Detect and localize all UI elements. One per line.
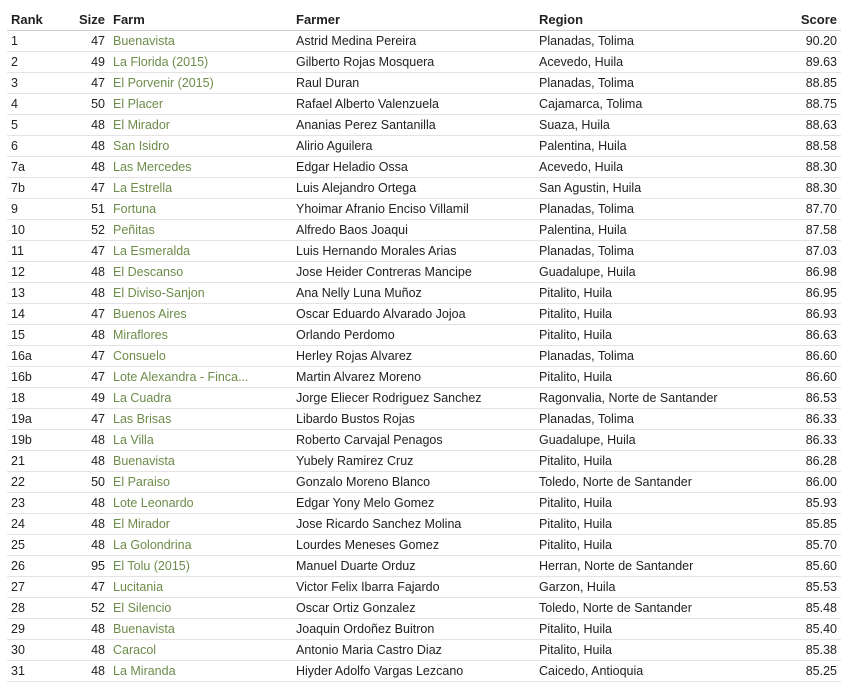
size-cell: 47 — [57, 409, 109, 430]
farmer-cell: Raul Duran — [292, 73, 535, 94]
region-cell: Pitalito, Huila — [535, 451, 758, 472]
farmer-cell: Victor Felix Ibarra Fajardo — [292, 577, 535, 598]
score-column-header: Score — [758, 9, 841, 31]
farm-cell — [109, 640, 292, 661]
farm-link[interactable]: Las Brisas — [113, 412, 172, 426]
score-cell: 85.38 — [758, 640, 841, 661]
table-row — [7, 199, 841, 220]
farmer-cell: Libardo Bustos Rojas — [292, 409, 535, 430]
size-cell: 51 — [57, 199, 109, 220]
size-cell: 48 — [57, 115, 109, 136]
size-cell: 50 — [57, 94, 109, 115]
region-cell: Pitalito, Huila — [535, 640, 758, 661]
farmer-cell: Luis Alejandro Ortega — [292, 178, 535, 199]
header-row — [7, 9, 841, 31]
farm-cell — [109, 577, 292, 598]
rank-cell: 12 — [7, 262, 57, 283]
score-cell: 86.28 — [758, 451, 841, 472]
farm-link[interactable]: Lote Alexandra - Finca... — [113, 370, 249, 384]
farm-link[interactable]: Lucitania — [113, 580, 164, 594]
score-cell: 90.20 — [758, 31, 841, 52]
size-cell: 47 — [57, 31, 109, 52]
farm-cell — [109, 493, 292, 514]
farm-link[interactable]: El Porvenir (2015) — [113, 76, 214, 90]
farm-link[interactable]: San Isidro — [113, 139, 170, 153]
region-cell: Planadas, Tolima — [535, 199, 758, 220]
farm-cell — [109, 535, 292, 556]
rank-column-header: Rank — [7, 9, 57, 31]
region-cell: Pitalito, Huila — [535, 493, 758, 514]
farm-link[interactable]: El Tolu (2015) — [113, 559, 190, 573]
size-cell: 47 — [57, 73, 109, 94]
score-cell: 86.63 — [758, 325, 841, 346]
size-cell: 47 — [57, 304, 109, 325]
size-cell: 49 — [57, 388, 109, 409]
rank-cell: 4 — [7, 94, 57, 115]
region-cell: Caicedo, Antioquia — [535, 661, 758, 682]
score-cell: 88.30 — [758, 157, 841, 178]
size-cell: 48 — [57, 640, 109, 661]
table-row — [7, 31, 841, 52]
farm-cell — [109, 661, 292, 682]
rank-cell: 2 — [7, 52, 57, 73]
score-cell: 88.85 — [758, 73, 841, 94]
farm-cell — [109, 367, 292, 388]
table-row — [7, 535, 841, 556]
size-cell: 47 — [57, 577, 109, 598]
farm-link[interactable]: La Golondrina — [113, 538, 192, 552]
farm-link[interactable]: Peñitas — [113, 223, 155, 237]
farmer-cell: Astrid Medina Pereira — [292, 31, 535, 52]
farmer-cell: Orlando Perdomo — [292, 325, 535, 346]
region-cell: Guadalupe, Huila — [535, 262, 758, 283]
size-cell: 48 — [57, 157, 109, 178]
region-cell: Pitalito, Huila — [535, 514, 758, 535]
farmer-cell: Oscar Eduardo Alvarado Jojoa — [292, 304, 535, 325]
farm-link[interactable]: Lote Leonardo — [113, 496, 194, 510]
region-cell: Planadas, Tolima — [535, 73, 758, 94]
score-cell: 88.30 — [758, 178, 841, 199]
farm-link[interactable]: El Paraiso — [113, 475, 170, 489]
score-cell: 86.33 — [758, 409, 841, 430]
farm-cell — [109, 241, 292, 262]
farm-link[interactable]: Caracol — [113, 643, 157, 657]
size-cell: 48 — [57, 283, 109, 304]
region-cell: Pitalito, Huila — [535, 325, 758, 346]
region-cell: Palentina, Huila — [535, 220, 758, 241]
rank-cell: 9 — [7, 199, 57, 220]
table-row — [7, 283, 841, 304]
table-row — [7, 661, 841, 682]
score-cell: 87.58 — [758, 220, 841, 241]
farm-link[interactable]: El Silencio — [113, 601, 172, 615]
score-cell: 85.53 — [758, 577, 841, 598]
farmer-cell: Lourdes Meneses Gomez — [292, 535, 535, 556]
region-cell: Pitalito, Huila — [535, 304, 758, 325]
size-column-header: Size — [57, 9, 109, 31]
size-cell: 48 — [57, 535, 109, 556]
table-row — [7, 241, 841, 262]
farmer-cell: Alfredo Baos Joaqui — [292, 220, 535, 241]
farmer-cell: Oscar Ortiz Gonzalez — [292, 598, 535, 619]
farm-cell — [109, 115, 292, 136]
farmer-cell: Joaquin Ordoñez Buitron — [292, 619, 535, 640]
score-cell: 86.98 — [758, 262, 841, 283]
farm-link[interactable]: La Esmeralda — [113, 244, 191, 258]
farmer-cell: Jose Heider Contreras Mancipe — [292, 262, 535, 283]
farm-cell — [109, 346, 292, 367]
region-cell: Acevedo, Huila — [535, 52, 758, 73]
farm-link[interactable]: El Descanso — [113, 265, 184, 279]
farmer-cell: Manuel Duarte Orduz — [292, 556, 535, 577]
score-cell: 88.58 — [758, 136, 841, 157]
farmer-cell: Roberto Carvajal Penagos — [292, 430, 535, 451]
farm-link[interactable]: La Miranda — [113, 664, 176, 678]
farmer-cell: Jose Ricardo Sanchez Molina — [292, 514, 535, 535]
farm-cell — [109, 52, 292, 73]
table-row — [7, 430, 841, 451]
farmer-cell: Ana Nelly Luna Muñoz — [292, 283, 535, 304]
farm-cell — [109, 451, 292, 472]
rank-cell: 7b — [7, 178, 57, 199]
rank-cell: 10 — [7, 220, 57, 241]
rank-cell: 1 — [7, 31, 57, 52]
rank-cell: 7a — [7, 157, 57, 178]
score-cell: 87.70 — [758, 199, 841, 220]
table-row — [7, 262, 841, 283]
farm-cell — [109, 430, 292, 451]
table-row — [7, 73, 841, 94]
rank-cell: 13 — [7, 283, 57, 304]
farm-link[interactable]: El Mirador — [113, 517, 170, 531]
farm-cell — [109, 73, 292, 94]
rank-cell: 15 — [7, 325, 57, 346]
farm-link[interactable]: La Estrella — [113, 181, 173, 195]
farm-link[interactable]: Buenavista — [113, 34, 175, 48]
farmer-cell: Antonio Maria Castro Diaz — [292, 640, 535, 661]
table-header — [7, 9, 841, 31]
farm-link[interactable]: El Diviso-Sanjon — [113, 286, 205, 300]
farm-link[interactable]: Buenos Aires — [113, 307, 187, 321]
rank-cell: 24 — [7, 514, 57, 535]
size-cell: 48 — [57, 619, 109, 640]
table-row — [7, 493, 841, 514]
table-row — [7, 325, 841, 346]
region-cell: Guadalupe, Huila — [535, 430, 758, 451]
rank-cell: 23 — [7, 493, 57, 514]
farm-cell — [109, 619, 292, 640]
region-cell: San Agustin, Huila — [535, 178, 758, 199]
region-cell: Cajamarca, Tolima — [535, 94, 758, 115]
farmer-cell: Gilberto Rojas Mosquera — [292, 52, 535, 73]
rank-cell: 19b — [7, 430, 57, 451]
table-row — [7, 115, 841, 136]
rank-cell: 19a — [7, 409, 57, 430]
region-cell: Palentina, Huila — [535, 136, 758, 157]
farm-cell — [109, 388, 292, 409]
farmer-cell: Luis Hernando Morales Arias — [292, 241, 535, 262]
score-cell: 86.33 — [758, 430, 841, 451]
farmer-cell: Edgar Yony Melo Gomez — [292, 493, 535, 514]
size-cell: 48 — [57, 262, 109, 283]
table-row — [7, 346, 841, 367]
score-cell: 86.93 — [758, 304, 841, 325]
region-cell: Acevedo, Huila — [535, 157, 758, 178]
rank-cell: 16a — [7, 346, 57, 367]
results-table — [7, 9, 841, 682]
score-cell: 85.40 — [758, 619, 841, 640]
size-cell: 47 — [57, 367, 109, 388]
score-cell: 85.25 — [758, 661, 841, 682]
farm-cell — [109, 283, 292, 304]
rank-cell: 14 — [7, 304, 57, 325]
farm-cell — [109, 556, 292, 577]
rank-cell: 26 — [7, 556, 57, 577]
rank-cell: 21 — [7, 451, 57, 472]
farm-cell — [109, 178, 292, 199]
farm-link[interactable]: La Villa — [113, 433, 154, 447]
table-row — [7, 136, 841, 157]
rank-cell: 30 — [7, 640, 57, 661]
rank-cell: 18 — [7, 388, 57, 409]
farm-cell — [109, 199, 292, 220]
rank-cell: 6 — [7, 136, 57, 157]
farm-cell — [109, 472, 292, 493]
table-row — [7, 178, 841, 199]
region-cell: Ragonvalia, Norte de Santander — [535, 388, 758, 409]
rank-cell: 25 — [7, 535, 57, 556]
rank-cell: 11 — [7, 241, 57, 262]
table-row — [7, 556, 841, 577]
score-cell: 88.75 — [758, 94, 841, 115]
farm-link[interactable]: Miraflores — [113, 328, 168, 342]
table-row — [7, 388, 841, 409]
score-cell: 86.00 — [758, 472, 841, 493]
size-cell: 48 — [57, 493, 109, 514]
farm-link[interactable]: El Placer — [113, 97, 164, 111]
farm-cell — [109, 157, 292, 178]
region-cell: Planadas, Tolima — [535, 241, 758, 262]
score-cell: 88.63 — [758, 115, 841, 136]
farmer-cell: Ananias Perez Santanilla — [292, 115, 535, 136]
farm-link[interactable]: Consuelo — [113, 349, 166, 363]
region-cell: Planadas, Tolima — [535, 346, 758, 367]
table-row — [7, 304, 841, 325]
region-cell: Pitalito, Huila — [535, 367, 758, 388]
farmer-column-header: Farmer — [292, 9, 535, 31]
farm-cell — [109, 409, 292, 430]
region-cell: Toledo, Norte de Santander — [535, 598, 758, 619]
table-row — [7, 220, 841, 241]
region-cell: Pitalito, Huila — [535, 283, 758, 304]
region-cell: Pitalito, Huila — [535, 619, 758, 640]
region-cell: Suaza, Huila — [535, 115, 758, 136]
farm-cell — [109, 136, 292, 157]
size-cell: 47 — [57, 241, 109, 262]
farm-cell — [109, 304, 292, 325]
table-row — [7, 619, 841, 640]
table-row — [7, 94, 841, 115]
score-cell: 87.03 — [758, 241, 841, 262]
farm-cell — [109, 262, 292, 283]
farmer-cell: Martin Alvarez Moreno — [292, 367, 535, 388]
table-row — [7, 472, 841, 493]
region-column-header: Region — [535, 9, 758, 31]
score-cell: 89.63 — [758, 52, 841, 73]
rank-cell: 3 — [7, 73, 57, 94]
score-cell: 86.53 — [758, 388, 841, 409]
size-cell: 47 — [57, 346, 109, 367]
region-cell: Planadas, Tolima — [535, 409, 758, 430]
table-row — [7, 157, 841, 178]
table-row — [7, 598, 841, 619]
table-row — [7, 514, 841, 535]
region-cell: Herran, Norte de Santander — [535, 556, 758, 577]
size-cell: 50 — [57, 472, 109, 493]
farmer-cell: Rafael Alberto Valenzuela — [292, 94, 535, 115]
farmer-cell: Alirio Aguilera — [292, 136, 535, 157]
farm-cell — [109, 94, 292, 115]
farm-cell — [109, 514, 292, 535]
farmer-cell: Yubely Ramirez Cruz — [292, 451, 535, 472]
size-cell: 52 — [57, 598, 109, 619]
rank-cell: 28 — [7, 598, 57, 619]
score-cell: 86.95 — [758, 283, 841, 304]
farmer-cell: Herley Rojas Alvarez — [292, 346, 535, 367]
farm-link[interactable]: Fortuna — [113, 202, 157, 216]
farm-link[interactable]: La Cuadra — [113, 391, 172, 405]
score-cell: 85.93 — [758, 493, 841, 514]
farmer-cell: Edgar Heladio Ossa — [292, 157, 535, 178]
size-cell: 48 — [57, 514, 109, 535]
score-cell: 85.70 — [758, 535, 841, 556]
score-cell: 85.85 — [758, 514, 841, 535]
farm-column-header: Farm — [109, 9, 292, 31]
farm-link[interactable]: Buenavista — [113, 454, 175, 468]
size-cell: 49 — [57, 52, 109, 73]
table-row — [7, 367, 841, 388]
score-cell: 86.60 — [758, 367, 841, 388]
size-cell: 95 — [57, 556, 109, 577]
farm-link[interactable]: La Florida (2015) — [113, 55, 209, 69]
size-cell: 48 — [57, 325, 109, 346]
farmer-cell: Yhoimar Afranio Enciso Villamil — [292, 199, 535, 220]
rank-cell: 5 — [7, 115, 57, 136]
table-row — [7, 409, 841, 430]
score-cell: 86.60 — [758, 346, 841, 367]
table-row — [7, 451, 841, 472]
table-row — [7, 52, 841, 73]
rank-cell: 22 — [7, 472, 57, 493]
region-cell: Pitalito, Huila — [535, 535, 758, 556]
farmer-cell: Gonzalo Moreno Blanco — [292, 472, 535, 493]
farm-cell — [109, 31, 292, 52]
score-cell: 85.60 — [758, 556, 841, 577]
size-cell: 48 — [57, 661, 109, 682]
farm-cell — [109, 220, 292, 241]
size-cell: 48 — [57, 430, 109, 451]
farm-link[interactable]: El Mirador — [113, 118, 170, 132]
region-cell: Planadas, Tolima — [535, 31, 758, 52]
table-row — [7, 577, 841, 598]
rank-cell: 16b — [7, 367, 57, 388]
size-cell: 52 — [57, 220, 109, 241]
table-body — [7, 31, 841, 682]
farm-link[interactable]: Buenavista — [113, 622, 175, 636]
size-cell: 48 — [57, 451, 109, 472]
farm-cell — [109, 325, 292, 346]
farm-cell — [109, 598, 292, 619]
table-row — [7, 640, 841, 661]
farmer-cell: Hiyder Adolfo Vargas Lezcano — [292, 661, 535, 682]
size-cell: 48 — [57, 136, 109, 157]
size-cell: 47 — [57, 178, 109, 199]
score-cell: 85.48 — [758, 598, 841, 619]
farm-link[interactable]: Las Mercedes — [113, 160, 192, 174]
rank-cell: 31 — [7, 661, 57, 682]
farmer-cell: Jorge Eliecer Rodriguez Sanchez — [292, 388, 535, 409]
rank-cell: 27 — [7, 577, 57, 598]
region-cell: Garzon, Huila — [535, 577, 758, 598]
rank-cell: 29 — [7, 619, 57, 640]
region-cell: Toledo, Norte de Santander — [535, 472, 758, 493]
